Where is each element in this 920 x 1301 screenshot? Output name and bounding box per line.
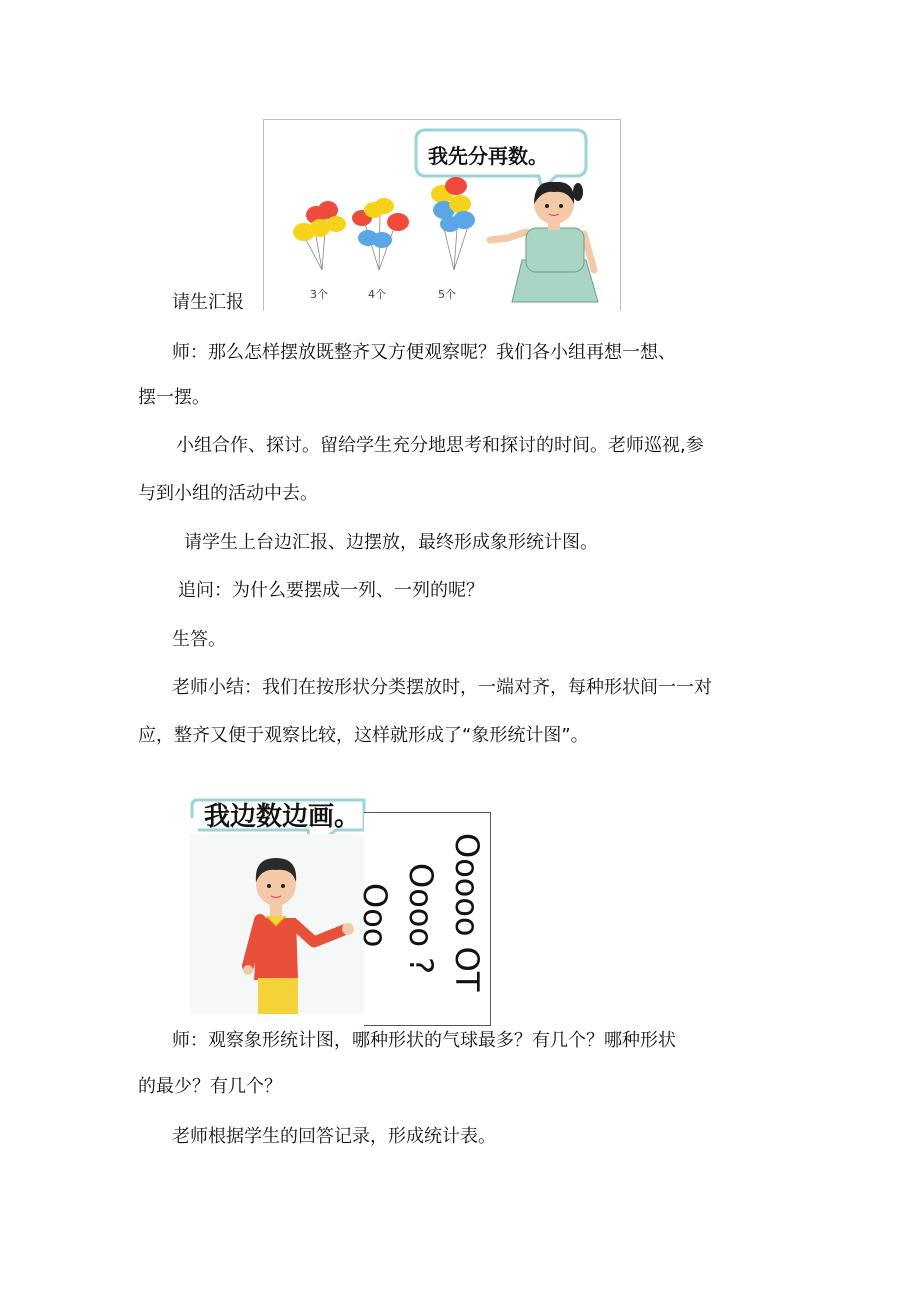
paragraph-record-table: 老师根据学生的回答记录，形成统计表。 [172, 1126, 496, 1147]
paragraph-summary-line1: 老师小结：我们在按形状分类摆放时，一端对齐，每种形状间一一对 [172, 677, 712, 698]
paragraph-student-answer: 生答。 [172, 629, 226, 650]
rotated-text-col3: Ooo [356, 883, 394, 948]
balloon-group-5 [431, 177, 475, 270]
paragraph-group-work-line2: 与到小组的活动中去。 [138, 483, 318, 504]
paragraph-follow-up: 追问：为什么要摆成一列、一列的呢？ [178, 580, 484, 601]
paragraph-group-work-line1: 小组合作、探讨。留给学生充分地思考和探讨的时间。老师巡视,参 [176, 435, 704, 456]
rotated-text-col2: Oooo ? [402, 863, 440, 975]
balloon-girl-illustration [263, 119, 621, 311]
paragraph-report: 请生汇报 [172, 292, 244, 313]
speech-bubble-text: 我先分再数。 [428, 144, 548, 168]
rotated-text-col1: Ooooo OT [448, 833, 486, 992]
balloon-group-3 [293, 201, 346, 270]
paragraph-students-report: 请学生上台边汇报、边摆放，最终形成象形统计图。 [184, 532, 598, 553]
paragraph-observe-line2: 的最少？有几个？ [138, 1076, 282, 1097]
rotated-text-panel [356, 812, 491, 1026]
count-label-4: 4个 [368, 288, 386, 301]
girl-figure [490, 182, 598, 302]
paragraph-summary-line2: 应，整齐又便于观察比较，这样就形成了“象形统计图”。 [138, 725, 589, 746]
count-label-5: 5个 [438, 288, 456, 301]
count-label-3: 3个 [310, 288, 328, 301]
speech-bubble-text-2: 我边数边画。 [204, 802, 361, 832]
balloon-group-4 [352, 198, 409, 270]
paragraph-teacher-question-line2: 摆一摆。 [138, 387, 210, 408]
paragraph-teacher-question-line1: 师：那么怎样摆放既整齐又方便观察呢？我们各小组再想一想、 [172, 342, 676, 363]
paragraph-observe-line1: 师：观察象形统计图，哪种形状的气球最多？有几个？哪种形状 [172, 1030, 676, 1051]
counting-boy-illustration [186, 790, 492, 1026]
